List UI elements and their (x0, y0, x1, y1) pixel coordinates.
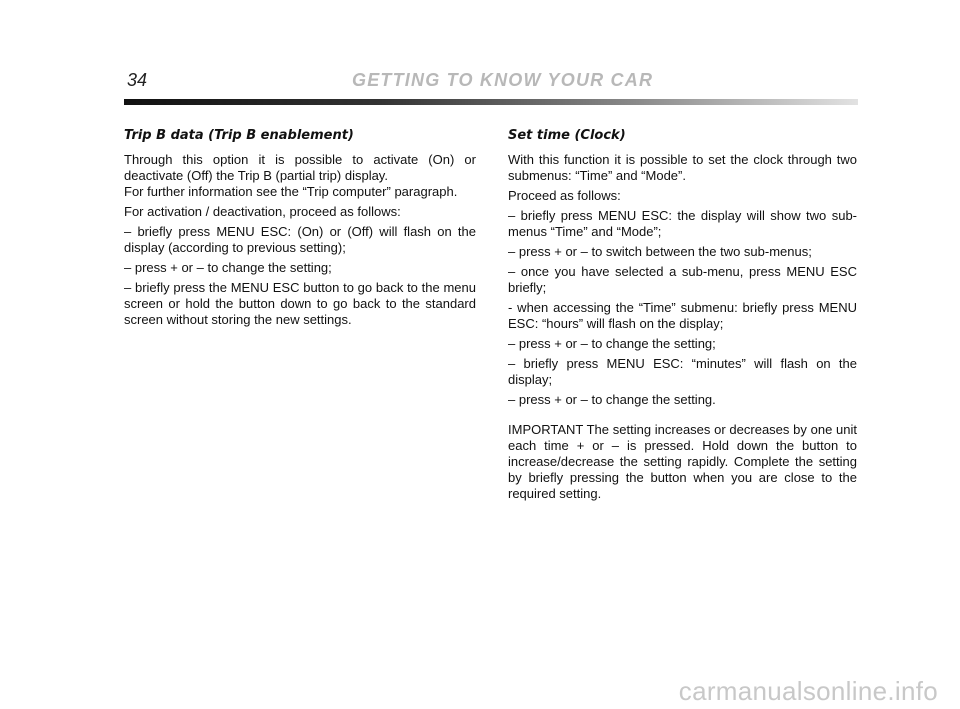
paragraph: Proceed as follows: (508, 188, 621, 203)
paragraph: With this function it is possible to set the clock through two submenus: “Time” and “Mode”. (508, 152, 857, 183)
step-item: – press + or – to change the setting; (124, 260, 332, 275)
step-item: – press + or – to change the setting. (508, 392, 716, 407)
paragraph: Through this option it is possible to activate (On) or deactivate (Off) the Trip B (partial trip) display. (124, 152, 476, 183)
step-item: – briefly press MENU ESC: “minutes” will flash on the display; (508, 356, 857, 387)
watermark-text: carmanualsonline.info (678, 676, 938, 706)
section-heading-set-time: Set time (Clock) (508, 128, 626, 143)
paragraph: For further information see the “Trip computer” paragraph. (124, 184, 458, 199)
header-rule (124, 99, 858, 105)
step-item: – press + or – to change the setting; (508, 336, 716, 351)
step-item: – once you have selected a sub-menu, press MENU ESC briefly; (508, 264, 857, 295)
important-note: IMPORTANT The setting increases or decreases by one unit each time + or – is pressed. Hold down the button to increase/decrease the setting rapidly. Complete the setting by briefly pressing the button when you are close to the required setting. (508, 422, 857, 501)
step-item: - when accessing the “Time” submenu: briefly press MENU ESC: “hours” will flash on the display; (508, 300, 857, 331)
step-item: – briefly press MENU ESC: (On) or (Off) will flash on the display (according to previous setting); (124, 224, 476, 255)
section-heading-trip-b: Trip B data (Trip B enablement) (124, 128, 354, 143)
left-column (124, 128, 476, 332)
page-header-title: GETTING TO KNOW YOUR CAR (352, 70, 654, 90)
page-number: 34 (127, 70, 148, 90)
paragraph: For activation / deactivation, proceed as follows: (124, 204, 401, 219)
right-column (508, 128, 857, 506)
step-item: – press + or – to switch between the two sub-menus; (508, 244, 812, 259)
step-item: – briefly press MENU ESC: the display will show two sub-menus “Time” and “Mode”; (508, 208, 857, 239)
step-item: – briefly press the MENU ESC button to go back to the menu screen or hold the button down to go back to the standard screen without storing the new settings. (124, 280, 476, 327)
